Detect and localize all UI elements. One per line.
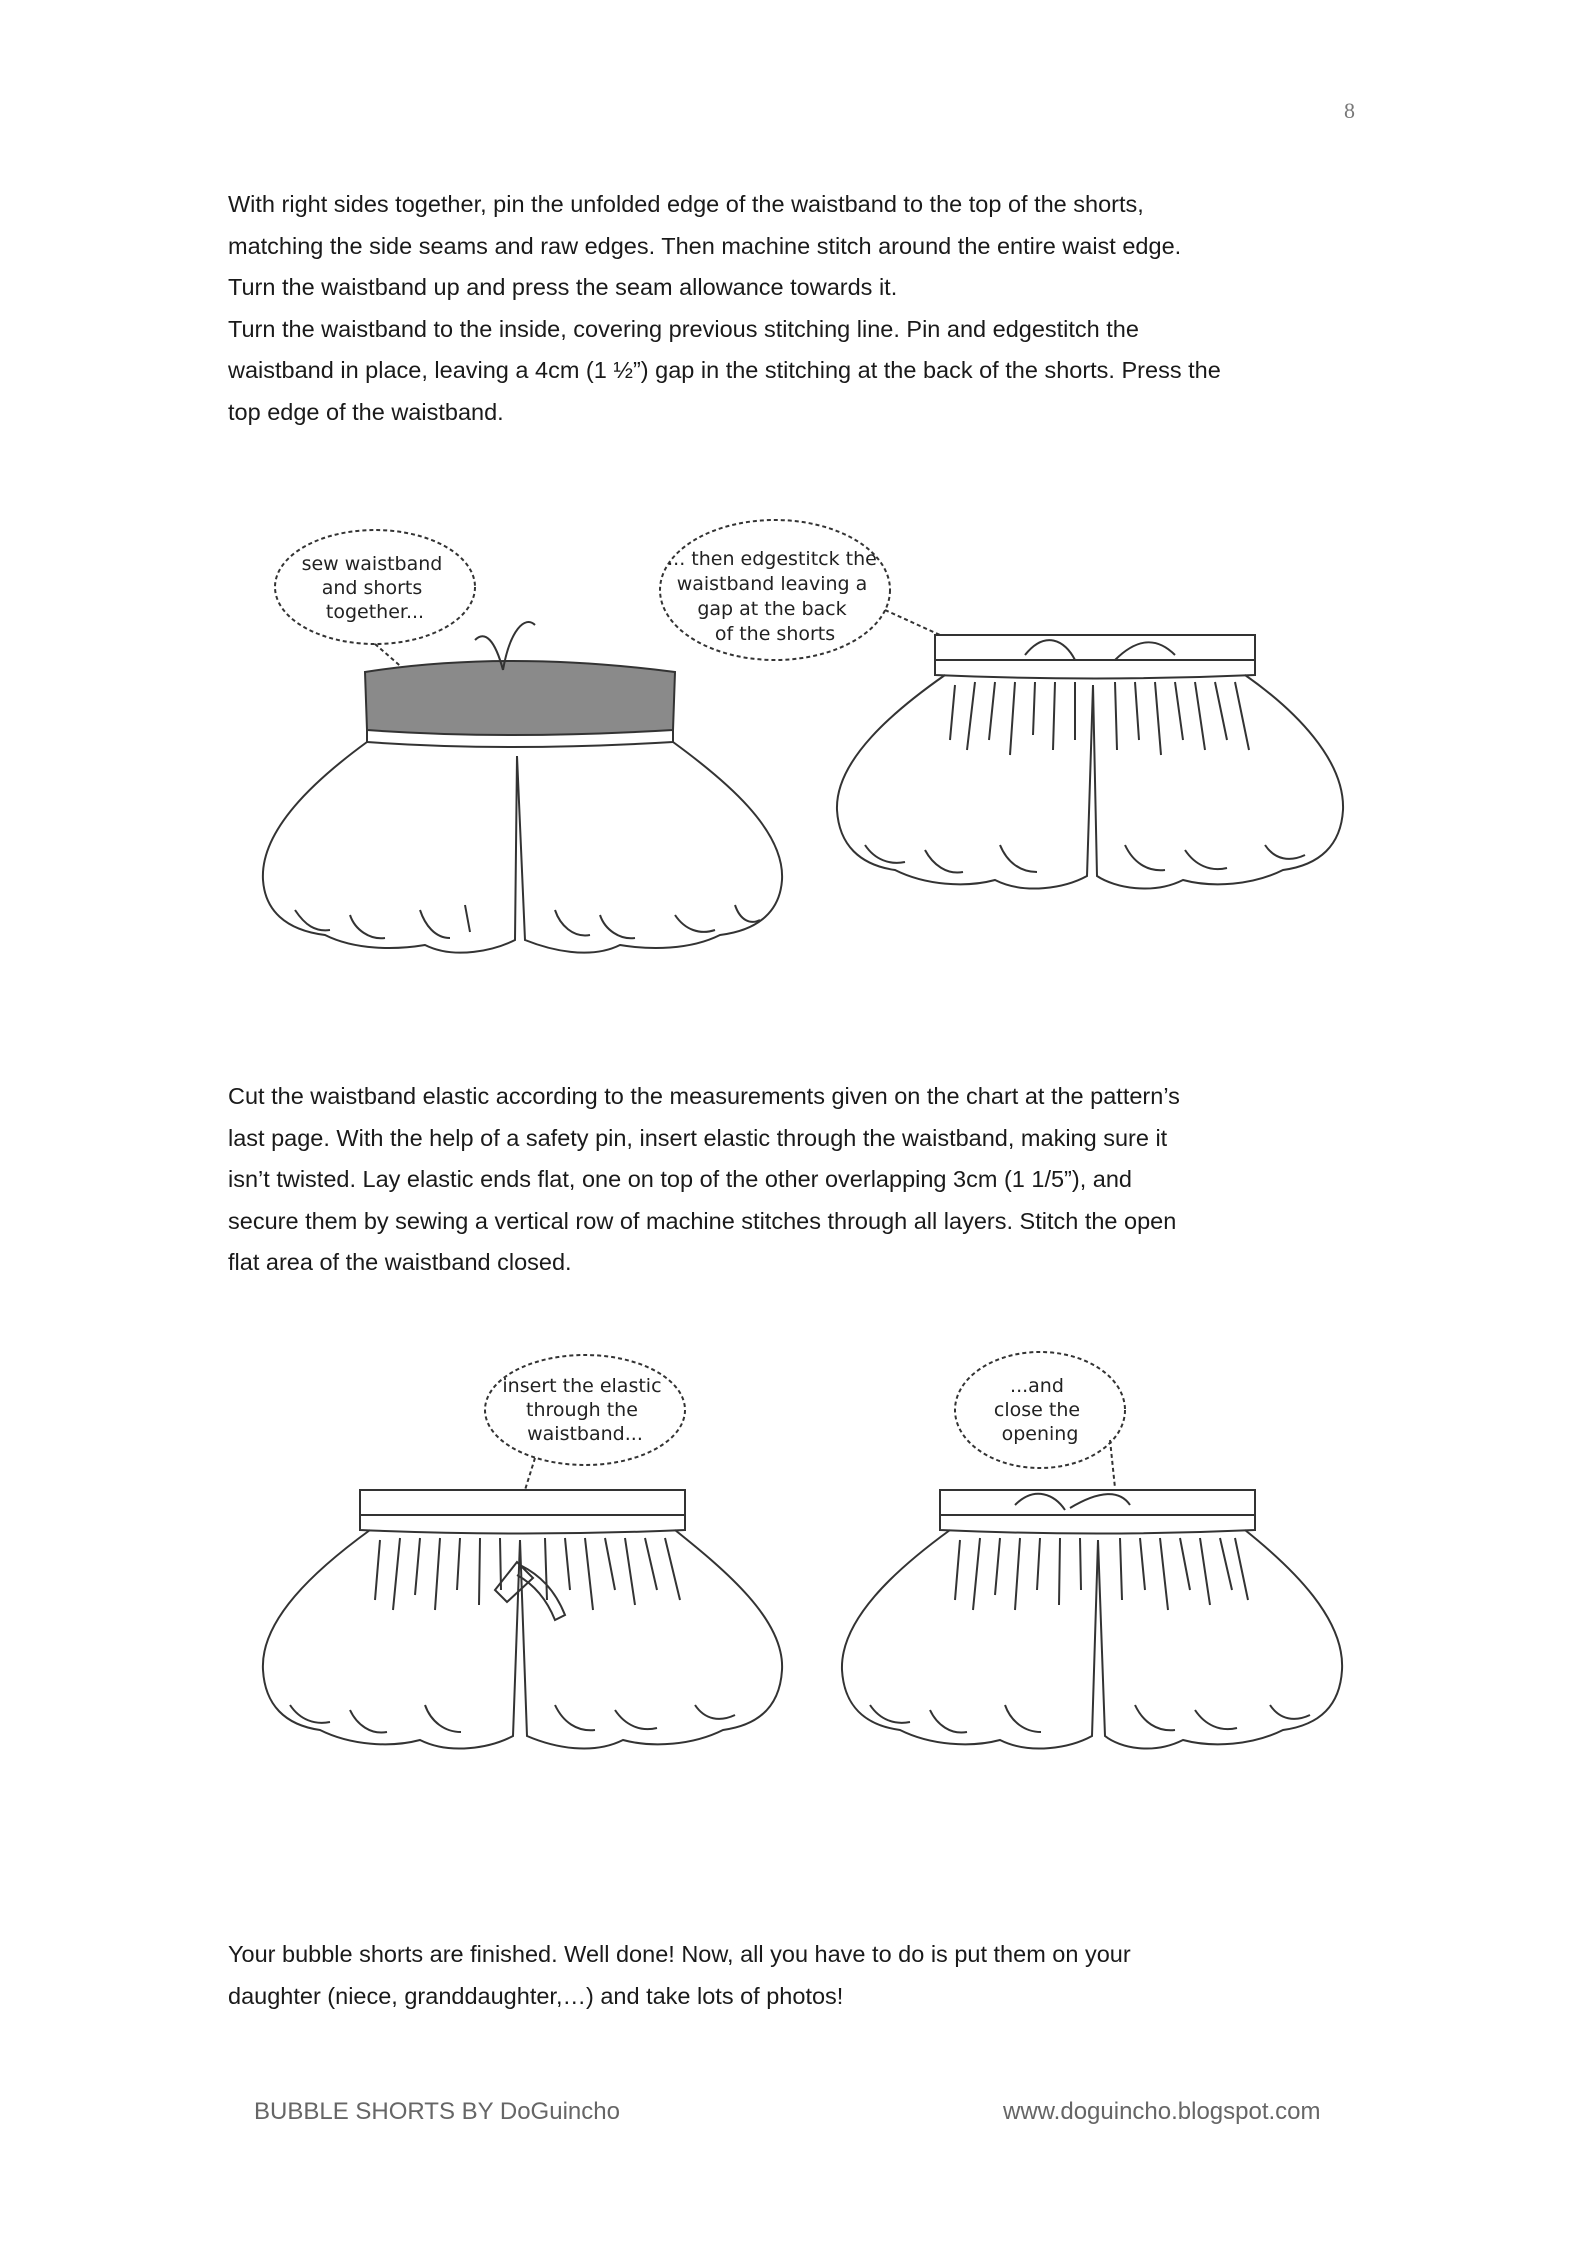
figure-close-opening bbox=[830, 1340, 1350, 1860]
text-line: Turn the waistband to the inside, covering previous stitching line. Pin and edgestitch the bbox=[228, 315, 1139, 342]
bubble-text: insert the elastic through the waistband... bbox=[502, 1375, 662, 1445]
text-line: waistband in place, leaving a 4cm (1 ½”) gap in the stitching at the back of the shorts. Press the bbox=[228, 357, 1221, 383]
footer-url: www.doguincho.blogspot.com bbox=[1003, 2098, 1321, 2125]
bubble-text: sew waistband and shorts together... bbox=[301, 553, 443, 623]
text-line: With right sides together, pin the unfolded edge of the waistband to the top of the shorts, bbox=[228, 191, 1144, 217]
waistband bbox=[360, 1490, 685, 1515]
page-number: 8 bbox=[1344, 98, 1355, 123]
shorts-illustration-2 bbox=[655, 510, 1355, 975]
instruction-paragraph-2 bbox=[228, 1076, 1378, 1284]
instruction-paragraph-1 bbox=[228, 184, 1378, 433]
text-line: top edge of the waistband. bbox=[228, 398, 504, 425]
text-line: Your bubble shorts are finished. Well done! Now, all you have to do is put them on your bbox=[228, 1941, 1131, 1967]
bubble-text: ... then edgestitck the waistband leaving a gap at the back of the shorts bbox=[667, 548, 877, 645]
waistband bbox=[940, 1490, 1255, 1515]
shorts-illustration-3 bbox=[255, 1340, 815, 1860]
bubble-text: ...and close the opening bbox=[993, 1375, 1081, 1445]
text-line: daughter (niece, granddaughter,…) and take lots of photos! bbox=[228, 1982, 844, 2009]
text-line: Cut the waistband elastic according to the measurements given on the chart at the pattern’s bbox=[228, 1083, 1180, 1109]
text-line: flat area of the waistband closed. bbox=[228, 1249, 572, 1275]
waistband bbox=[935, 635, 1255, 660]
text-line: Turn the waistband up and press the seam allowance towards it. bbox=[228, 274, 898, 300]
figure-insert-elastic bbox=[255, 1340, 815, 1860]
text-line: matching the side seams and raw edges. Then machine stitch around the entire waist edge. bbox=[228, 232, 1182, 259]
waistband-shaded bbox=[365, 661, 675, 735]
closing-paragraph bbox=[228, 1934, 1378, 2017]
text-line: secure them by sewing a vertical row of machine stitches through all layers. Stitch the open bbox=[228, 1207, 1177, 1234]
figure-edgestitch bbox=[655, 510, 1355, 975]
text-line: isn’t twisted. Lay elastic ends flat, one on top of the other overlapping 3cm (1 1/5”), and bbox=[228, 1166, 1132, 1192]
shorts-illustration-4 bbox=[830, 1340, 1350, 1860]
text-line: last page. With the help of a safety pin, insert elastic through the waistband, making sure it bbox=[228, 1124, 1168, 1151]
footer-title: BUBBLE SHORTS BY DoGuincho bbox=[254, 2098, 620, 2125]
